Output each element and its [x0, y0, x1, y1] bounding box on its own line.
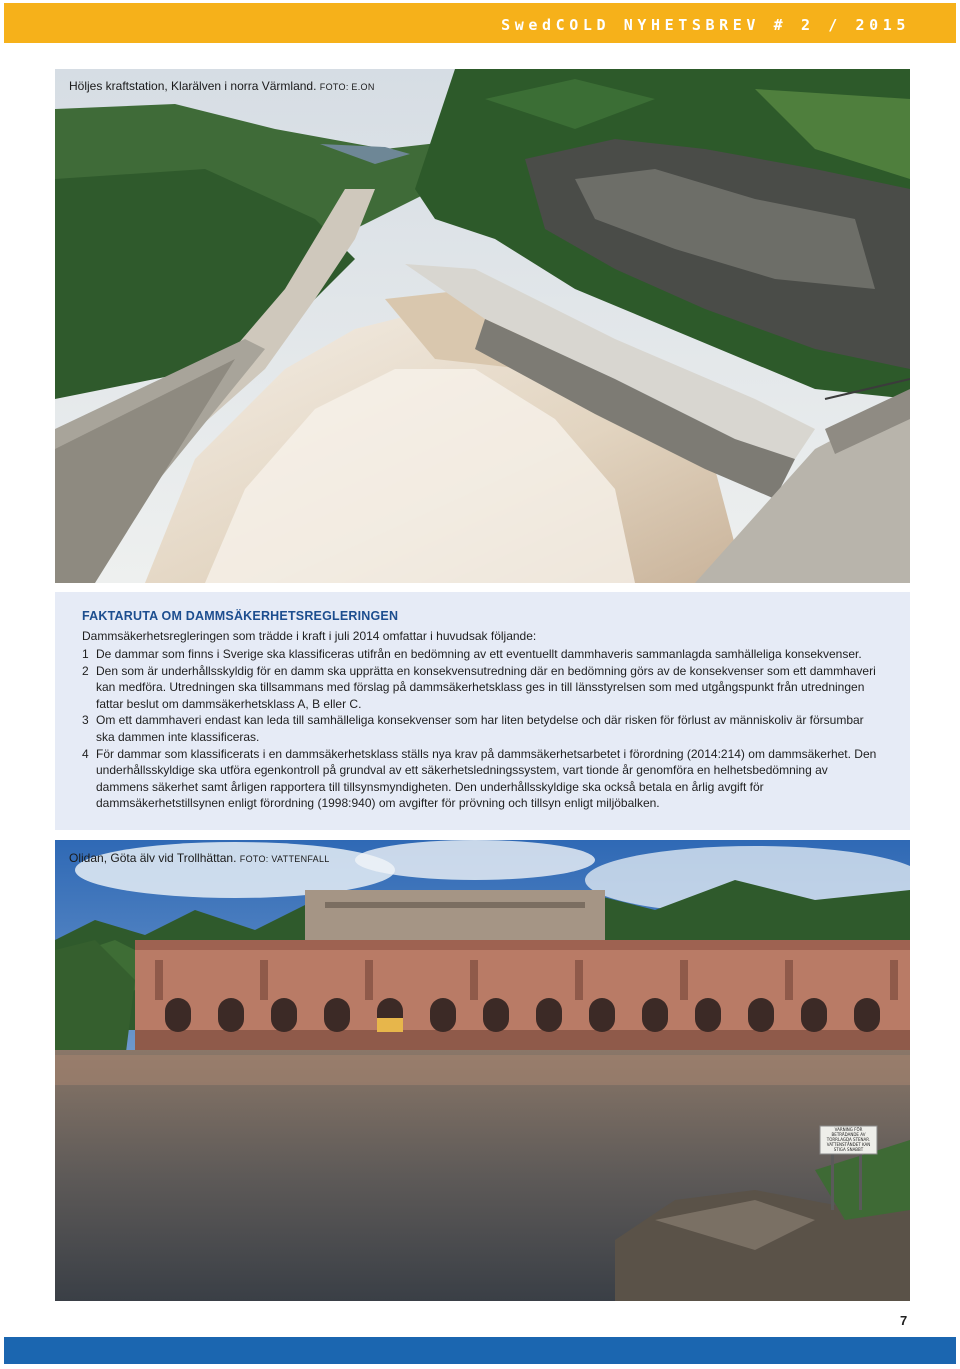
list-text: Om ett dammhaveri endast kan leda till samhälleliga konsekvenser som har liten betydelse och där risken för förlust av människoliv är försumbar ska dammen inte klassificeras.: [96, 713, 864, 744]
page-number: 7: [900, 1313, 908, 1328]
list-item: [82, 712, 882, 745]
fact-box-intro: Dammsäkerhetsregleringen som trädde i kraft i juli 2014 omfattar i huvudsak följande:: [82, 629, 537, 643]
list-item: [82, 663, 882, 713]
photo-credit: FOTO: E.ON: [319, 82, 375, 92]
power-station-illustration: [55, 840, 910, 1301]
list-text: Den som är underhållsskyldig för en damm ska upprätta en konsekvensutredning där en bedömning görs av de konsekvenser som ett dammhaveri kan medföra. Utredningen ska tillsammans med förslag på dammsäkerhetsklass ges in till länsstyrelsen som med utgångspunkt från utredningen fattar beslut om dammsäkerhetsklass A, B eller C.: [96, 663, 876, 711]
list-item: [82, 646, 882, 663]
power-station-photo: [55, 840, 910, 1301]
list-item: [82, 746, 882, 812]
warning-sign: VARNING FÖR BETRÄDANDE AV TORRLAGDA STENAR. VATTENSTÅNDET KAN STIGA SNABBT: [826, 1127, 871, 1152]
caption-text: Höljes kraftstation, Klarälven i norra Värmland.: [69, 79, 317, 93]
caption-text: Olidan, Göta älv vid Trollhättan.: [69, 851, 237, 865]
header-bar: [4, 3, 956, 43]
list-number: 4: [82, 746, 89, 761]
spillway-illustration: [55, 69, 910, 583]
photo-caption-hoeljes: [69, 79, 375, 93]
spillway-photo: [55, 69, 910, 583]
newsletter-title: SwedCOLD NYHETSBREV # 2 / 2015: [501, 16, 910, 34]
photo-caption-olidan: [69, 851, 330, 865]
list-number: 3: [82, 713, 89, 728]
photo-credit: FOTO: VATTENFALL: [239, 854, 330, 864]
fact-box-title: FAKTARUTA OM DAMMSÄKERHETSREGLERINGEN: [82, 609, 399, 623]
list-text: De dammar som finns i Sverige ska klassificeras utifrån en bedömning av ett eventuellt dammhaveris sammanlagda samhälleliga konsekvenser.: [96, 647, 862, 661]
list-text: För dammar som klassificerats i en dammsäkerhetsklass ställs nya krav på dammsäkerhetsarbetet i förordning (2014:214) om dammsäkerhet. Den underhållsskyldige ska utföra egenkontroll på grundval av ett säkerhetsledningssystem, vart tionde år genomföra en helhetsbedömning av dammens säkerhet samt årligen rapportera till tillsynsmyndigheten. Den underhållsskyldige ska också betala en årlig avgift för dammsäkerhetstillsynen enligt förordning (1998:940) om avgifter för prövning och tillsyn enligt miljöbalken.: [96, 746, 877, 811]
fact-list: [82, 646, 882, 812]
list-number: 2: [82, 663, 89, 678]
list-number: 1: [82, 647, 89, 661]
footer-bar: [4, 1337, 956, 1364]
fact-box: [55, 592, 910, 830]
